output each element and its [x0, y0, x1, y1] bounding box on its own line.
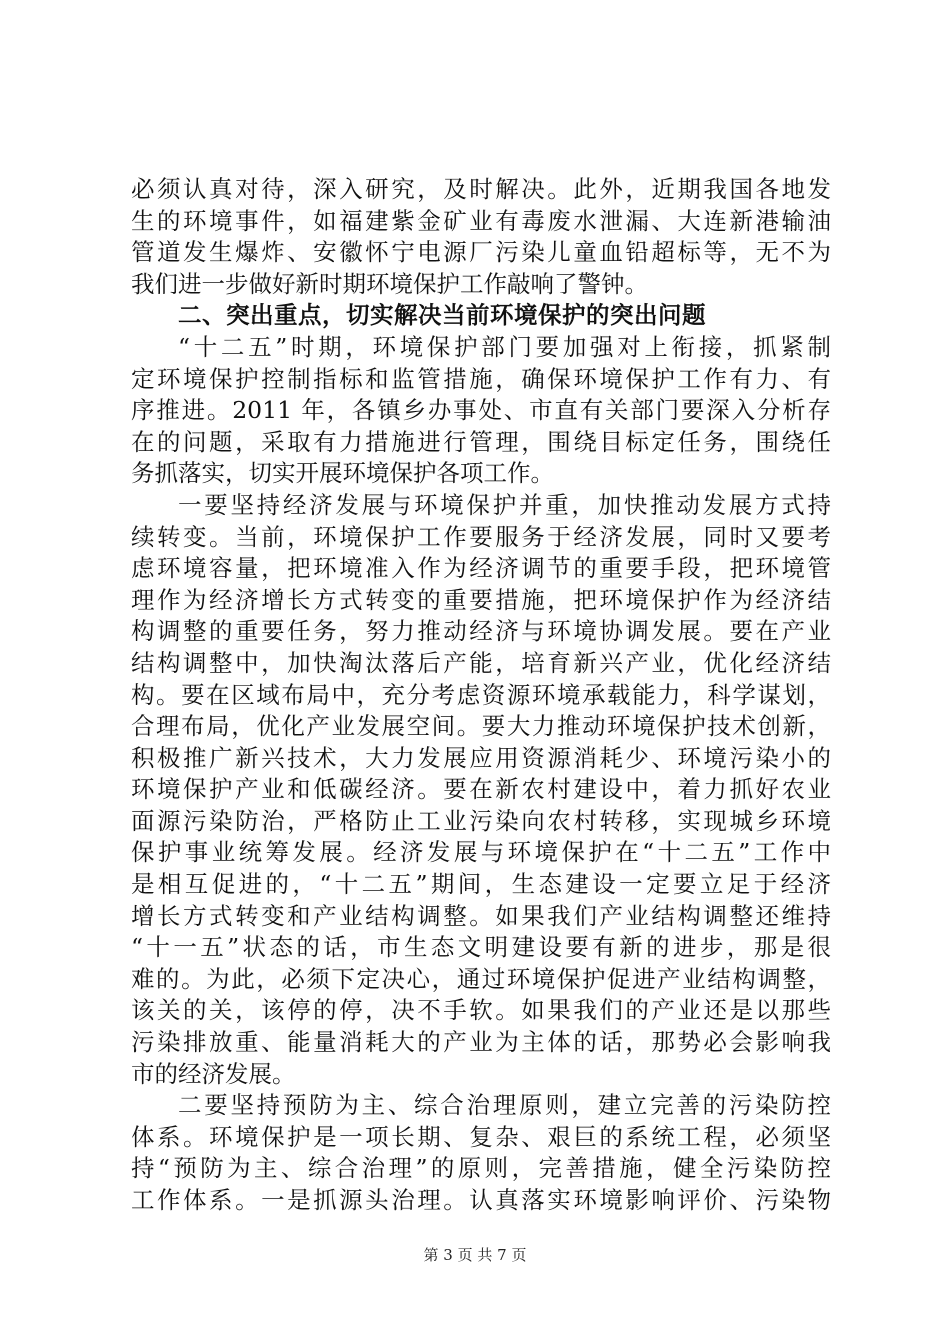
paragraph-line: 污染排放重、能量消耗大的产业为主体的话，那势必会影响我 [131, 1028, 831, 1057]
paragraph-line: 是相互促进的，“十二五”期间，生态建设一定要立足于经济 [131, 870, 831, 899]
paragraph-line: 体系。环境保护是一项长期、复杂、艰巨的系统工程，必须坚 [131, 1122, 831, 1151]
paragraph-line: 持“预防为主、综合治理”的原则，完善措施，健全污染防控 [131, 1154, 831, 1183]
paragraph-line: 定环境保护控制指标和监管措施，确保环境保护工作有力、有 [131, 364, 831, 393]
paragraph-line: 该关的关，该停的停，决不手软。如果我们的产业还是以那些 [131, 996, 831, 1025]
paragraph-line: 增长方式转变和产业结构调整。如果我们产业结构调整还维持 [131, 901, 831, 930]
paragraph-line: 市的经济发展。 [131, 1059, 296, 1088]
paragraph-first-line: “十二五”时期，环境保护部门要加强对上衔接，抓紧制 [178, 332, 831, 361]
paragraph-line: 必须认真对待，深入研究，及时解决。此外，近期我国各地发 [131, 175, 831, 203]
paragraph-line: 构。要在区域布局中，充分考虑资源环境承载能力，科学谋划， [131, 680, 831, 709]
paragraph-line: 务抓落实，切实开展环境保护各项工作。 [131, 459, 554, 488]
paragraph-line: 保护事业统筹发展。经济发展与环境保护在“十二五”工作中 [131, 838, 831, 867]
paragraph-line: 续转变。当前，环境保护工作要服务于经济发展，同时又要考 [131, 522, 831, 551]
page-number-footer: 第 3 页 共 7 页 [423, 1246, 527, 1264]
paragraph-line: 虑环境容量，把环境准入作为经济调节的重要手段，把环境管 [131, 554, 831, 583]
paragraph-line: 管道发生爆炸、安徽怀宁电源厂污染儿童血铅超标等，无不为 [131, 238, 831, 267]
paragraph-line: 理作为经济增长方式转变的重要措施，把环境保护作为经济结 [131, 585, 831, 614]
paragraph-line: 结构调整中，加快淘汰落后产能，培育新兴产业，优化经济结 [131, 648, 831, 677]
paragraph-line: 工作体系。一是抓源头治理。认真落实环境影响评价、污染物 [131, 1186, 831, 1214]
paragraph-line: 我们进一步做好新时期环境保护工作敲响了警钟。 [131, 269, 648, 298]
paragraph-line: 难的。为此，必须下定决心，通过环境保护促进产业结构调整， [131, 964, 831, 993]
paragraph-first-line: 一要坚持经济发展与环境保护并重，加快推动发展方式持 [178, 490, 831, 519]
paragraph-line: 积极推广新兴技术，大力发展应用资源消耗少、环境污染小的 [131, 743, 831, 772]
paragraph-line: 在的问题，采取有力措施进行管理，围绕目标定任务，围绕任 [131, 427, 831, 456]
paragraph-line: 合理布局，优化产业发展空间。要大力推动环境保护技术创新， [131, 712, 831, 741]
paragraph-first-line: 二要坚持预防为主、综合治理原则，建立完善的污染防控 [178, 1091, 831, 1120]
paragraph-line: “十一五”状态的话，市生态文明建设要有新的进步，那是很 [131, 933, 831, 962]
paragraph-line: 序推进。2011 年，各镇乡办事处、市直有关部门要深入分析存 [131, 396, 831, 425]
document-body [131, 174, 831, 1217]
paragraph-line: 环境保护产业和低碳经济。要在新农村建设中，着力抓好农业 [131, 775, 831, 804]
paragraph-line: 面源污染防治，严格防止工业污染向农村转移，实现城乡环境 [131, 806, 831, 835]
section-heading: 二、突出重点，切实解决当前环境保护的突出问题 [178, 301, 706, 330]
paragraph-line: 构调整的重要任务，努力推动经济与环境协调发展。要在产业 [131, 617, 831, 646]
paragraph-line: 生的环境事件，如福建紫金矿业有毒废水泄漏、大连新港输油 [131, 206, 831, 235]
